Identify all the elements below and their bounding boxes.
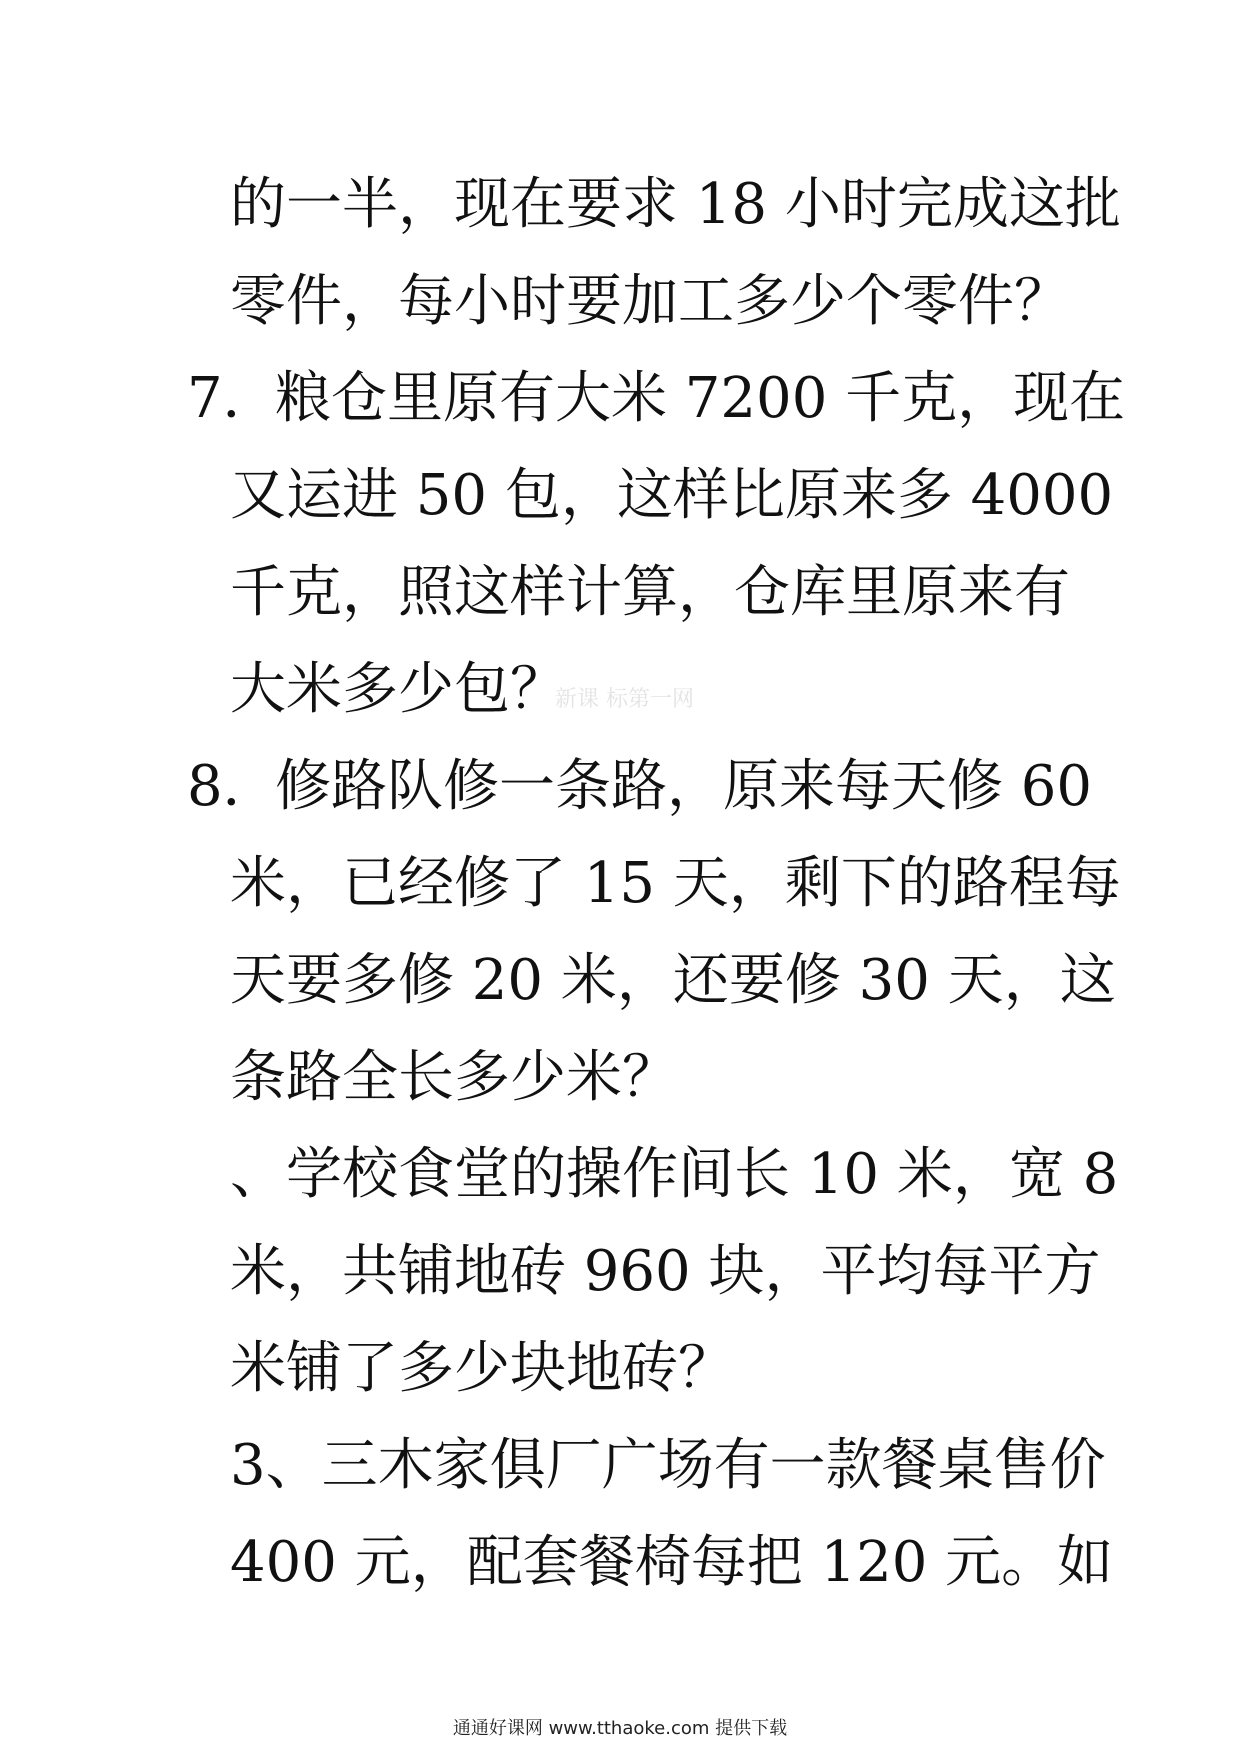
text-line-9: 天要多修 20 米，还要修 30 天，这	[230, 948, 1116, 1013]
question-number-8: 8．	[187, 754, 279, 819]
question-number-7: 7．	[187, 366, 279, 431]
page-footer: 通通好课网 www.tthaoke.com 提供下载	[452, 1718, 788, 1739]
text-line-8: 米，已经修了 15 天，剩下的路程每	[230, 851, 1121, 916]
text-line-3: 粮仓里原有大米 7200 千克，现在	[275, 366, 1126, 431]
text-line-13: 米铺了多少块地砖？	[230, 1336, 734, 1401]
text-line-10: 条路全长多少米？	[230, 1045, 678, 1110]
text-line-11: 、学校食堂的操作间长 10 米，宽 8	[230, 1142, 1119, 1207]
text-line-6: 大米多少包？	[230, 657, 566, 722]
text-line-12: 米，共铺地砖 960 块，平均每平方	[230, 1239, 1101, 1304]
text-line-15: 400 元，配套餐椅每把 120 元。如	[230, 1530, 1114, 1595]
text-line-7: 修路队修一条路，原来每天修 60	[275, 754, 1093, 819]
text-line-14: 3、三木家俱厂广场有一款餐桌售价	[230, 1433, 1106, 1498]
text-line-5: 千克，照这样计算，仓库里原来有	[230, 560, 1070, 625]
text-line-4: 又运进 50 包，这样比原来多 4000	[230, 463, 1114, 528]
text-line-1: 的一半，现在要求 18 小时完成这批	[230, 172, 1121, 237]
watermark: 新课 标第一网	[555, 687, 694, 712]
text-line-2: 零件，每小时要加工多少个零件？	[230, 269, 1070, 334]
